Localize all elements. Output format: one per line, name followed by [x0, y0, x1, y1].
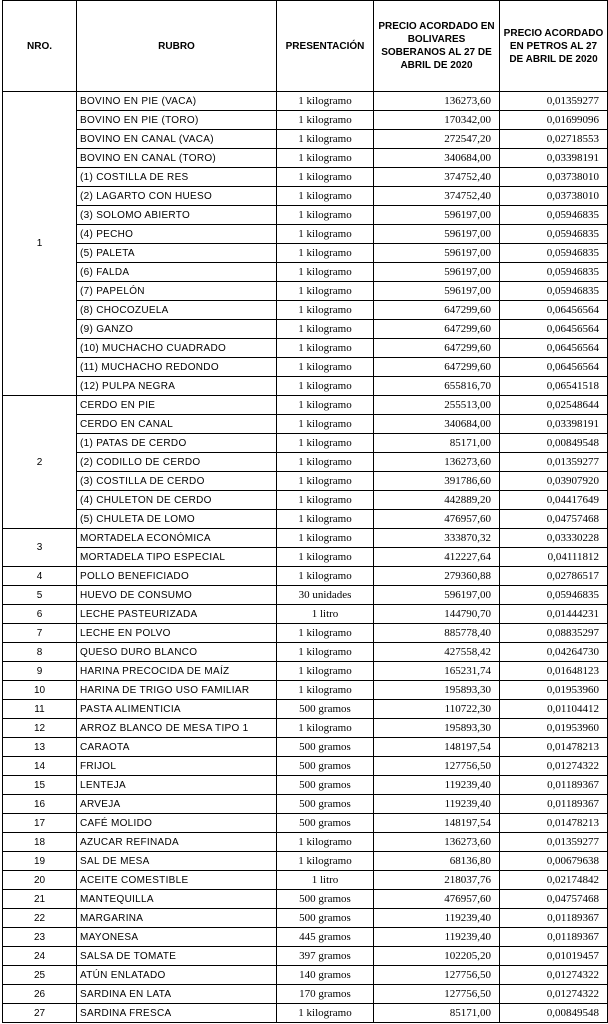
table-row — [3, 833, 608, 852]
row-number: 10 — [3, 681, 77, 700]
precio-bs-cell: 144790,70 — [374, 605, 500, 624]
rubro-cell: ATÚN ENLATADO — [77, 966, 277, 985]
table-row — [3, 529, 608, 548]
table-row — [3, 130, 608, 149]
precio-bs-cell: 119239,40 — [374, 909, 500, 928]
rubro-cell: (10) MUCHACHO CUADRADO — [77, 339, 277, 358]
precio-petros-cell: 0,03330228 — [500, 529, 608, 548]
presentacion-cell: 170 gramos — [277, 985, 374, 1004]
precio-bs-cell: 647299,60 — [374, 358, 500, 377]
table-row — [3, 339, 608, 358]
precio-bs-cell: 279360,88 — [374, 567, 500, 586]
precio-bs-cell: 647299,60 — [374, 339, 500, 358]
presentacion-cell: 1 kilogramo — [277, 377, 374, 396]
precio-petros-cell: 0,03738010 — [500, 168, 608, 187]
precio-petros-cell: 0,01189367 — [500, 776, 608, 795]
rubro-cell: (2) CODILLO DE CERDO — [77, 453, 277, 472]
table-row — [3, 985, 608, 1004]
rubro-cell: CERDO EN PIE — [77, 396, 277, 415]
presentacion-cell: 445 gramos — [277, 928, 374, 947]
rubro-cell: LECHE EN POLVO — [77, 624, 277, 643]
table-row — [3, 491, 608, 510]
rubro-cell: (7) PAPELÓN — [77, 282, 277, 301]
row-number: 23 — [3, 928, 77, 947]
rubro-cell: (5) PALETA — [77, 244, 277, 263]
table-row — [3, 301, 608, 320]
row-number: 5 — [3, 586, 77, 605]
rubro-cell: (3) SOLOMO ABIERTO — [77, 206, 277, 225]
precio-bs-cell: 655816,70 — [374, 377, 500, 396]
row-number: 4 — [3, 567, 77, 586]
header-nro: NRO. — [3, 1, 77, 92]
table-row — [3, 358, 608, 377]
presentacion-cell: 1 kilogramo — [277, 491, 374, 510]
precio-bs-cell: 218037,76 — [374, 871, 500, 890]
presentacion-cell: 1 kilogramo — [277, 624, 374, 643]
precio-bs-cell: 110722,30 — [374, 700, 500, 719]
rubro-cell: AZUCAR REFINADA — [77, 833, 277, 852]
rubro-cell: QUESO DURO BLANCO — [77, 643, 277, 662]
precio-petros-cell: 0,02718553 — [500, 130, 608, 149]
precio-petros-cell: 0,02786517 — [500, 567, 608, 586]
precio-petros-cell: 0,00849548 — [500, 1004, 608, 1023]
precio-petros-cell: 0,05946835 — [500, 244, 608, 263]
table-row — [3, 795, 608, 814]
rubro-cell: POLLO BENEFICIADO — [77, 567, 277, 586]
precio-bs-cell: 340684,00 — [374, 149, 500, 168]
presentacion-cell: 1 kilogramo — [277, 339, 374, 358]
row-number: 7 — [3, 624, 77, 643]
presentacion-cell: 1 kilogramo — [277, 681, 374, 700]
presentacion-cell: 1 kilogramo — [277, 415, 374, 434]
precio-petros-cell: 0,01274322 — [500, 757, 608, 776]
row-number: 8 — [3, 643, 77, 662]
presentacion-cell: 1 kilogramo — [277, 396, 374, 415]
table-row — [3, 92, 608, 111]
row-number: 15 — [3, 776, 77, 795]
presentacion-cell: 1 kilogramo — [277, 852, 374, 871]
row-number: 9 — [3, 662, 77, 681]
table-row — [3, 605, 608, 624]
row-number: 6 — [3, 605, 77, 624]
rubro-cell: PASTA ALIMENTICIA — [77, 700, 277, 719]
precio-bs-cell: 391786,60 — [374, 472, 500, 491]
precio-petros-cell: 0,04757468 — [500, 890, 608, 909]
precio-petros-cell: 0,05946835 — [500, 586, 608, 605]
presentacion-cell: 1 kilogramo — [277, 111, 374, 130]
row-number: 20 — [3, 871, 77, 890]
row-number: 2 — [3, 396, 77, 529]
precio-petros-cell: 0,01189367 — [500, 795, 608, 814]
presentacion-cell: 1 kilogramo — [277, 187, 374, 206]
rubro-cell: ACEITE COMESTIBLE — [77, 871, 277, 890]
precio-petros-cell: 0,01444231 — [500, 605, 608, 624]
table-row — [3, 643, 608, 662]
table-row — [3, 700, 608, 719]
precio-petros-cell: 0,01019457 — [500, 947, 608, 966]
table-row — [3, 852, 608, 871]
presentacion-cell: 1 kilogramo — [277, 662, 374, 681]
precio-petros-cell: 0,01359277 — [500, 453, 608, 472]
presentacion-cell: 500 gramos — [277, 700, 374, 719]
rubro-cell: LENTEJA — [77, 776, 277, 795]
presentacion-cell: 1 kilogramo — [277, 472, 374, 491]
precio-bs-cell: 136273,60 — [374, 92, 500, 111]
rubro-cell: (5) CHULETA DE LOMO — [77, 510, 277, 529]
presentacion-cell: 1 kilogramo — [277, 643, 374, 662]
table-row — [3, 149, 608, 168]
precio-bs-cell: 596197,00 — [374, 206, 500, 225]
precio-petros-cell: 0,06541518 — [500, 377, 608, 396]
table-row — [3, 947, 608, 966]
header-rubro: RUBRO — [77, 1, 277, 92]
presentacion-cell: 500 gramos — [277, 795, 374, 814]
rubro-cell: (11) MUCHACHO REDONDO — [77, 358, 277, 377]
rubro-cell: BOVINO EN CANAL (VACA) — [77, 130, 277, 149]
table-row — [3, 890, 608, 909]
table-row — [3, 206, 608, 225]
precio-petros-cell: 0,01104412 — [500, 700, 608, 719]
precio-bs-cell: 596197,00 — [374, 586, 500, 605]
presentacion-cell: 1 kilogramo — [277, 833, 374, 852]
header-row — [3, 1, 608, 92]
precio-bs-cell: 272547,20 — [374, 130, 500, 149]
rubro-cell: LECHE PASTEURIZADA — [77, 605, 277, 624]
precio-bs-cell: 102205,20 — [374, 947, 500, 966]
row-number: 24 — [3, 947, 77, 966]
rubro-cell: SARDINA EN LATA — [77, 985, 277, 1004]
row-number: 21 — [3, 890, 77, 909]
rubro-cell: MARGARINA — [77, 909, 277, 928]
presentacion-cell: 1 kilogramo — [277, 567, 374, 586]
precio-bs-cell: 136273,60 — [374, 453, 500, 472]
table-row — [3, 244, 608, 263]
rubro-cell: SAL DE MESA — [77, 852, 277, 871]
presentacion-cell: 397 gramos — [277, 947, 374, 966]
row-number: 16 — [3, 795, 77, 814]
rubro-cell: (4) PECHO — [77, 225, 277, 244]
precio-petros-cell: 0,05946835 — [500, 263, 608, 282]
table-row — [3, 624, 608, 643]
precio-petros-cell: 0,04417649 — [500, 491, 608, 510]
precio-bs-cell: 476957,60 — [374, 890, 500, 909]
rubro-cell: BOVINO EN PIE (TORO) — [77, 111, 277, 130]
precio-bs-cell: 255513,00 — [374, 396, 500, 415]
rubro-cell: SARDINA FRESCA — [77, 1004, 277, 1023]
precio-bs-cell: 412227,64 — [374, 548, 500, 567]
rubro-cell: HARINA DE TRIGO USO FAMILIAR — [77, 681, 277, 700]
presentacion-cell: 1 kilogramo — [277, 130, 374, 149]
rubro-cell: (3) COSTILLA DE CERDO — [77, 472, 277, 491]
presentacion-cell: 1 kilogramo — [277, 168, 374, 187]
table-row — [3, 814, 608, 833]
presentacion-cell: 1 kilogramo — [277, 719, 374, 738]
table-row — [3, 567, 608, 586]
precio-petros-cell: 0,05946835 — [500, 206, 608, 225]
presentacion-cell: 1 litro — [277, 871, 374, 890]
precio-bs-cell: 195893,30 — [374, 719, 500, 738]
table-body — [3, 92, 608, 1023]
precio-petros-cell: 0,03398191 — [500, 415, 608, 434]
precio-petros-cell: 0,05946835 — [500, 225, 608, 244]
row-number: 17 — [3, 814, 77, 833]
precio-bs-cell: 119239,40 — [374, 776, 500, 795]
table-row — [3, 928, 608, 947]
rubro-cell: FRIJOL — [77, 757, 277, 776]
precio-bs-cell: 85171,00 — [374, 434, 500, 453]
table-row — [3, 1004, 608, 1023]
precio-bs-cell: 476957,60 — [374, 510, 500, 529]
presentacion-cell: 1 kilogramo — [277, 282, 374, 301]
table-row — [3, 909, 608, 928]
presentacion-cell: 1 litro — [277, 605, 374, 624]
rubro-cell: ARVEJA — [77, 795, 277, 814]
rubro-cell: CAFÉ MOLIDO — [77, 814, 277, 833]
precio-bs-cell: 333870,32 — [374, 529, 500, 548]
header-presentacion: PRESENTACIÓN — [277, 1, 374, 92]
presentacion-cell: 500 gramos — [277, 814, 374, 833]
precio-petros-cell: 0,01648123 — [500, 662, 608, 681]
table-row — [3, 738, 608, 757]
precio-petros-cell: 0,01478213 — [500, 738, 608, 757]
precio-petros-cell: 0,03398191 — [500, 149, 608, 168]
rubro-cell: MORTADELA TIPO ESPECIAL — [77, 548, 277, 567]
header-precio-petros: PRECIO ACORDADO EN PETROS AL 27 DE ABRIL DE 2020 — [500, 1, 608, 92]
table-row — [3, 396, 608, 415]
presentacion-cell: 500 gramos — [277, 890, 374, 909]
rubro-cell: BOVINO EN PIE (VACA) — [77, 92, 277, 111]
precio-bs-cell: 596197,00 — [374, 244, 500, 263]
precio-bs-cell: 427558,42 — [374, 643, 500, 662]
table-row — [3, 871, 608, 890]
presentacion-cell: 1 kilogramo — [277, 149, 374, 168]
precio-petros-cell: 0,01953960 — [500, 719, 608, 738]
precio-petros-cell: 0,06456564 — [500, 320, 608, 339]
table-row — [3, 282, 608, 301]
precio-petros-cell: 0,06456564 — [500, 358, 608, 377]
precio-petros-cell: 0,04264730 — [500, 643, 608, 662]
presentacion-cell: 1 kilogramo — [277, 453, 374, 472]
table-row — [3, 776, 608, 795]
precio-bs-cell: 119239,40 — [374, 795, 500, 814]
table-row — [3, 586, 608, 605]
presentacion-cell: 1 kilogramo — [277, 244, 374, 263]
precio-petros-cell: 0,01274322 — [500, 985, 608, 1004]
row-number: 19 — [3, 852, 77, 871]
precio-bs-cell: 165231,74 — [374, 662, 500, 681]
precio-bs-cell: 170342,00 — [374, 111, 500, 130]
rubro-cell: BOVINO EN CANAL (TORO) — [77, 149, 277, 168]
rubro-cell: CARAOTA — [77, 738, 277, 757]
table-row — [3, 111, 608, 130]
precio-petros-cell: 0,05946835 — [500, 282, 608, 301]
table-row — [3, 757, 608, 776]
precio-bs-cell: 136273,60 — [374, 833, 500, 852]
precio-bs-cell: 85171,00 — [374, 1004, 500, 1023]
precio-bs-cell: 148197,54 — [374, 814, 500, 833]
precio-bs-cell: 195893,30 — [374, 681, 500, 700]
table-row — [3, 681, 608, 700]
precio-petros-cell: 0,01953960 — [500, 681, 608, 700]
precio-bs-cell: 127756,50 — [374, 966, 500, 985]
rubro-cell: CERDO EN CANAL — [77, 415, 277, 434]
presentacion-cell: 1 kilogramo — [277, 529, 374, 548]
presentacion-cell: 1 kilogramo — [277, 225, 374, 244]
precio-petros-cell: 0,00849548 — [500, 434, 608, 453]
precio-bs-cell: 596197,00 — [374, 225, 500, 244]
table-row — [3, 662, 608, 681]
precio-petros-cell: 0,06456564 — [500, 339, 608, 358]
presentacion-cell: 140 gramos — [277, 966, 374, 985]
row-number: 13 — [3, 738, 77, 757]
precio-bs-cell: 647299,60 — [374, 320, 500, 339]
presentacion-cell: 1 kilogramo — [277, 358, 374, 377]
presentacion-cell: 1 kilogramo — [277, 263, 374, 282]
presentacion-cell: 500 gramos — [277, 738, 374, 757]
table-row — [3, 415, 608, 434]
header-precio-bs: PRECIO ACORDADO EN BOLIVARES SOBERANOS AL 27 DE ABRIL DE 2020 — [374, 1, 500, 92]
rubro-cell: (8) CHOCOZUELA — [77, 301, 277, 320]
rubro-cell: MANTEQUILLA — [77, 890, 277, 909]
table-row — [3, 168, 608, 187]
presentacion-cell: 500 gramos — [277, 909, 374, 928]
table-row — [3, 187, 608, 206]
precio-petros-cell: 0,08835297 — [500, 624, 608, 643]
table-row — [3, 377, 608, 396]
presentacion-cell: 1 kilogramo — [277, 301, 374, 320]
presentacion-cell: 1 kilogramo — [277, 206, 374, 225]
table-row — [3, 320, 608, 339]
precio-bs-cell: 442889,20 — [374, 491, 500, 510]
row-number: 14 — [3, 757, 77, 776]
presentacion-cell: 1 kilogramo — [277, 510, 374, 529]
precio-petros-cell: 0,01478213 — [500, 814, 608, 833]
row-number: 12 — [3, 719, 77, 738]
precio-petros-cell: 0,00679638 — [500, 852, 608, 871]
presentacion-cell: 1 kilogramo — [277, 548, 374, 567]
row-number: 27 — [3, 1004, 77, 1023]
row-number: 1 — [3, 92, 77, 396]
presentacion-cell: 1 kilogramo — [277, 320, 374, 339]
presentacion-cell: 30 unidades — [277, 586, 374, 605]
rubro-cell: (1) PATAS DE CERDO — [77, 434, 277, 453]
precio-petros-cell: 0,01699096 — [500, 111, 608, 130]
row-number: 22 — [3, 909, 77, 928]
row-number: 18 — [3, 833, 77, 852]
table-row — [3, 453, 608, 472]
table-row — [3, 719, 608, 738]
table-row — [3, 472, 608, 491]
precio-bs-cell: 119239,40 — [374, 928, 500, 947]
precio-bs-cell: 374752,40 — [374, 168, 500, 187]
precio-petros-cell: 0,02174842 — [500, 871, 608, 890]
precio-petros-cell: 0,01189367 — [500, 909, 608, 928]
precio-petros-cell: 0,03907920 — [500, 472, 608, 491]
precio-bs-cell: 885778,40 — [374, 624, 500, 643]
precio-petros-cell: 0,02548644 — [500, 396, 608, 415]
presentacion-cell: 1 kilogramo — [277, 1004, 374, 1023]
precio-petros-cell: 0,01359277 — [500, 92, 608, 111]
rubro-cell: ARROZ BLANCO DE MESA TIPO 1 — [77, 719, 277, 738]
precio-bs-cell: 127756,50 — [374, 757, 500, 776]
rubro-cell: SALSA DE TOMATE — [77, 947, 277, 966]
precio-bs-cell: 127756,50 — [374, 985, 500, 1004]
row-number: 25 — [3, 966, 77, 985]
rubro-cell: (6) FALDA — [77, 263, 277, 282]
table-row — [3, 548, 608, 567]
rubro-cell: (1) COSTILLA DE RES — [77, 168, 277, 187]
table-row — [3, 263, 608, 282]
row-number: 11 — [3, 700, 77, 719]
precio-bs-cell: 596197,00 — [374, 263, 500, 282]
precio-bs-cell: 374752,40 — [374, 187, 500, 206]
precio-petros-cell: 0,06456564 — [500, 301, 608, 320]
table-row — [3, 225, 608, 244]
presentacion-cell: 1 kilogramo — [277, 92, 374, 111]
precio-petros-cell: 0,04757468 — [500, 510, 608, 529]
rubro-cell: HARINA PRECOCIDA DE MAÍZ — [77, 662, 277, 681]
precio-petros-cell: 0,01189367 — [500, 928, 608, 947]
precio-petros-cell: 0,03738010 — [500, 187, 608, 206]
precio-bs-cell: 148197,54 — [374, 738, 500, 757]
table-row — [3, 966, 608, 985]
precio-bs-cell: 647299,60 — [374, 301, 500, 320]
row-number: 26 — [3, 985, 77, 1004]
rubro-cell: (2) LAGARTO CON HUESO — [77, 187, 277, 206]
precio-bs-cell: 596197,00 — [374, 282, 500, 301]
rubro-cell: MORTADELA ECONÓMICA — [77, 529, 277, 548]
table-row — [3, 434, 608, 453]
table-row — [3, 510, 608, 529]
presentacion-cell: 500 gramos — [277, 757, 374, 776]
rubro-cell: (4) CHULETON DE CERDO — [77, 491, 277, 510]
price-table — [2, 0, 608, 1023]
precio-bs-cell: 340684,00 — [374, 415, 500, 434]
precio-petros-cell: 0,01274322 — [500, 966, 608, 985]
precio-petros-cell: 0,01359277 — [500, 833, 608, 852]
rubro-cell: MAYONESA — [77, 928, 277, 947]
precio-bs-cell: 68136,80 — [374, 852, 500, 871]
rubro-cell: (9) GANZO — [77, 320, 277, 339]
row-number: 3 — [3, 529, 77, 567]
rubro-cell: HUEVO DE CONSUMO — [77, 586, 277, 605]
precio-petros-cell: 0,04111812 — [500, 548, 608, 567]
presentacion-cell: 500 gramos — [277, 776, 374, 795]
rubro-cell: (12) PULPA NEGRA — [77, 377, 277, 396]
presentacion-cell: 1 kilogramo — [277, 434, 374, 453]
